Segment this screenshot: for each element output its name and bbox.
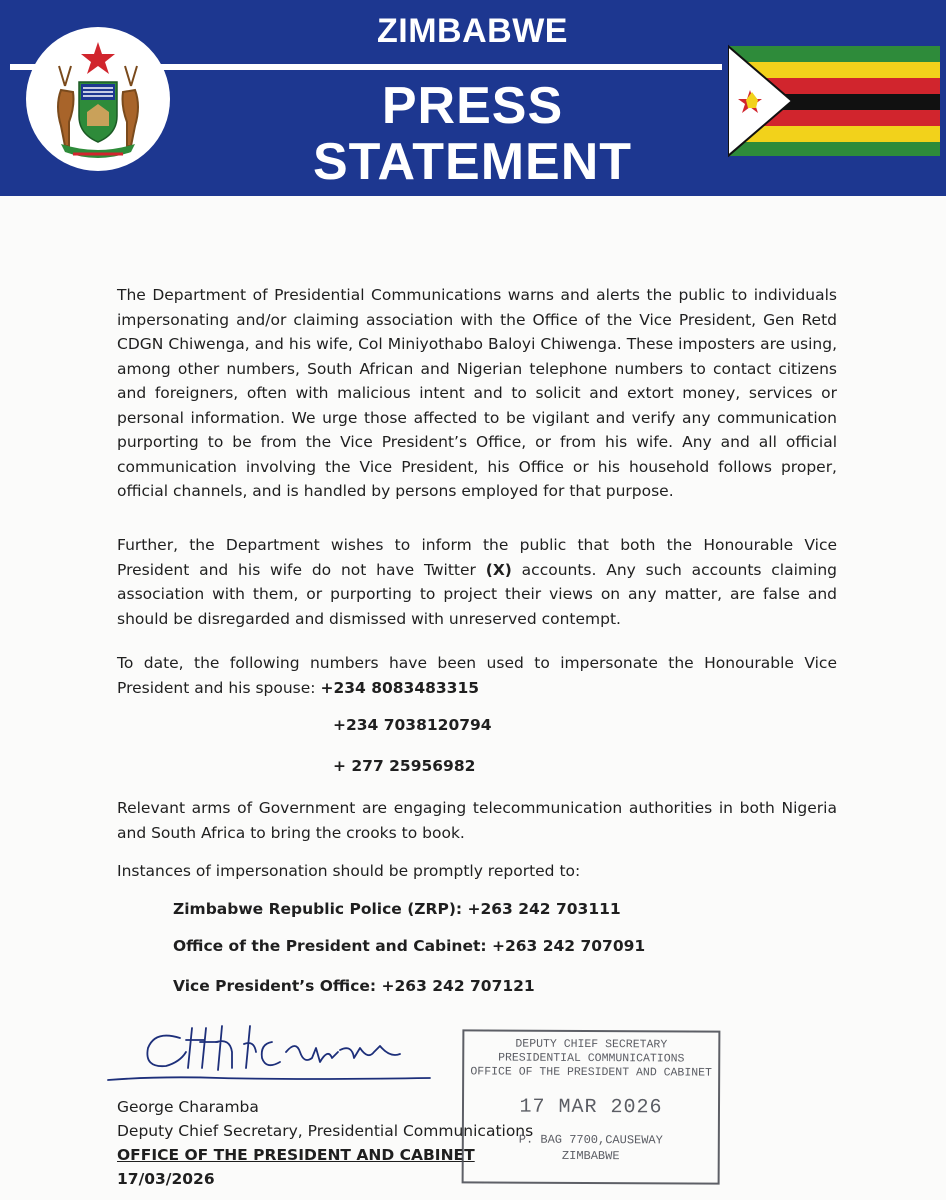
title-line-2: STATEMENT <box>312 133 633 191</box>
title-line-1: PRESS <box>381 77 564 135</box>
signatory-title: Deputy Chief Secretary, Presidential Communications <box>117 1122 534 1140</box>
stamp-line-3: OFFICE OF THE PRESIDENT AND CABINET <box>470 1065 712 1080</box>
stamp-address: P. BAG 7700,CAUSEWAY <box>518 1132 663 1148</box>
signatory-name: George Charamba <box>117 1098 259 1116</box>
official-stamp <box>462 1029 721 1184</box>
paragraph-twitter-notice <box>117 533 837 631</box>
stamp-line-2: PRESIDENTIAL COMMUNICATIONS <box>498 1051 685 1066</box>
zimbabwe-flag-icon <box>728 42 940 160</box>
stamp-country: ZIMBABWE <box>561 1148 620 1164</box>
numbers-intro-text: To date, the following numbers have been used to impersonate the Honourable Vice President and his spouse: <box>117 654 837 697</box>
paragraph-government-action: Relevant arms of Government are engaging telecommunication authorities in both Nigeria and South Africa to bring the crooks to book. <box>117 799 837 842</box>
statement-date: 17/03/2026 <box>117 1170 215 1188</box>
signature-image <box>100 1018 440 1090</box>
paragraph-report-instruction: Instances of impersonation should be promptly reported to: <box>117 862 581 880</box>
paragraph-twitter-part1: Further, the Department wishes to inform the public that both the Honourable Vice President and his wife do not have Twitter <box>117 536 837 579</box>
phone-number: +234 7038120794 <box>333 716 492 734</box>
signatory-office: OFFICE OF THE PRESIDENT AND CABINET <box>117 1146 475 1164</box>
paragraph-warning: The Department of Presidential Communications warns and alerts the public to individuals impersonating and/or claiming association with the Office of the Vice President, Gen Retd CDGN Chiwenga, and his wife, Col Miniyothabo Baloyi Chiwenga. These imposters are using, among other numbers, South African and Nigerian telephone numbers to contact citizens and foreigners, often with malicious intent and to solicit and extort money, services or personal information. We urge those affected to be vigilant and verify any communication purporting to be from the Vice President’s Office, or from his wife. Any and all official communication involving the Vice President, his Office or his household follows proper, official channels, and is handled by persons employed for that purpose. <box>117 286 837 500</box>
contact-vp-office: Vice President’s Office: +263 242 707121 <box>173 977 535 995</box>
phone-number: + 277 25956982 <box>333 757 476 775</box>
stamp-line-1: DEPUTY CHIEF SECRETARY <box>515 1037 668 1052</box>
paragraph-numbers-intro <box>117 651 837 700</box>
paragraph-twitter-part2: accounts. Any such accounts claiming association with them, or purporting to project their views on any matter, are false and should be disregarded and dismissed with unreserved contempt. <box>117 560 837 628</box>
header-banner <box>0 0 946 196</box>
phone-number: +234 8083483315 <box>320 678 480 697</box>
stamp-date: 17 MAR 2026 <box>519 1095 663 1120</box>
twitter-x-label: (X) <box>485 560 512 579</box>
country-heading: ZIMBABWE <box>377 12 568 50</box>
coat-of-arms-icon <box>25 26 171 172</box>
document-title <box>260 78 685 190</box>
contact-opc: Office of the President and Cabinet: +263 242 707091 <box>173 937 646 955</box>
contact-zrp: Zimbabwe Republic Police (ZRP): +263 242 703111 <box>173 900 621 918</box>
